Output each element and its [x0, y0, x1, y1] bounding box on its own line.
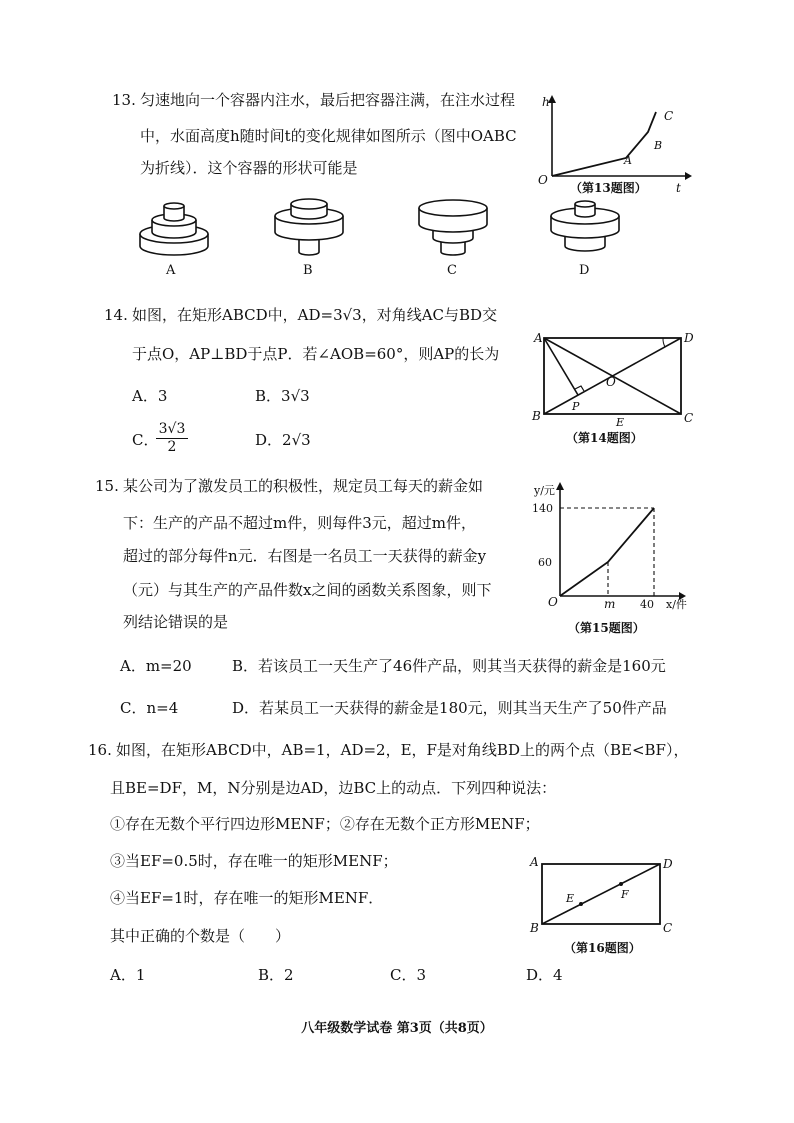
- q15-label-o: O: [548, 595, 558, 609]
- q13-label-t: t: [676, 181, 681, 195]
- q15-label-60: 60: [538, 556, 552, 569]
- q13-line2: 中，水面高度h随时间t的变化规律如图所示（图中OABC: [140, 127, 517, 145]
- q15-label-140: 140: [532, 502, 553, 515]
- q16-label-c: C: [663, 921, 673, 935]
- q16-option-a: A．1: [110, 966, 146, 984]
- q15-caption: （第15题图）: [568, 621, 645, 635]
- q13-option-d-figure: [546, 196, 626, 278]
- q14-figure: [528, 328, 700, 448]
- q15-label-y: y/元: [534, 484, 555, 497]
- q13-line1: 匀速地向一个容器内注水，最后把容器注满，在注水过程: [140, 91, 516, 109]
- q14-option-c-label: C．: [132, 431, 159, 449]
- q14-label-b: B: [532, 409, 541, 423]
- q13-figure: [528, 92, 698, 198]
- q13-option-c-figure: [414, 196, 494, 278]
- q14-line1: 如图，在矩形ABCD中，AD=3√3，对角线AC与BD交: [132, 306, 498, 324]
- q15-option-a: A．m=20: [120, 657, 192, 675]
- q15-line5: 列结论错误的是: [123, 613, 229, 631]
- q16-statement-3: ③当EF=0.5时，存在唯一的矩形MENF；: [110, 852, 398, 870]
- q15-label-x: x/件: [666, 598, 687, 611]
- q15-figure: [520, 472, 704, 638]
- q16-option-d: D．4: [526, 966, 563, 984]
- q16-number: 16.: [88, 741, 112, 759]
- q16-label-b: B: [530, 921, 539, 935]
- q15-option-b: B．若该员工一天生产了46件产品，则其当天获得的薪金是160元: [232, 657, 666, 675]
- q13-label-a: A: [624, 154, 632, 167]
- q14-option-b: B．3√3: [255, 387, 310, 405]
- q13-label-b: B: [654, 139, 663, 152]
- q15-line3: 超过的部分每件n元．右图是一名员工一天获得的薪金y: [123, 547, 487, 565]
- q14-label-p: P: [572, 400, 580, 413]
- q14-label-e: E: [616, 416, 625, 429]
- q16-statement-4: ④当EF=1时，存在唯一的矩形MENF．: [110, 889, 384, 907]
- q16-label-e: E: [566, 892, 575, 905]
- q14-option-d: D．2√3: [255, 431, 311, 449]
- q13-option-b-figure: [270, 196, 350, 278]
- q13-option-a-label: A: [166, 263, 176, 278]
- q15-option-c: C．n=4: [120, 699, 179, 717]
- q14-label-o: O: [606, 375, 616, 389]
- q13-graph-line: [552, 112, 656, 176]
- q15-line2: 下：生产的产品不超过m件，则每件3元，超过m件，: [123, 514, 476, 532]
- q14-option-c-numerator: 3√3: [156, 421, 188, 439]
- q16-caption: （第16题图）: [564, 941, 641, 955]
- q14-line2: 于点O，AP⊥BD于点P．若∠AOB=60°，则AP的长为: [132, 345, 500, 363]
- q15-number: 15.: [95, 477, 119, 495]
- q14-label-c: C: [684, 411, 694, 425]
- q15-line4: （元）与其生产的产品件数x之间的函数关系图象，则下: [123, 581, 492, 599]
- q13-line3: 为折线）．这个容器的形状可能是: [140, 159, 358, 177]
- q13-option-b-label: B: [303, 263, 313, 278]
- q15-graph-line: [560, 508, 654, 596]
- q16-label-f: F: [621, 888, 629, 901]
- q16-option-c: C．3: [390, 966, 427, 984]
- q14-option-a: A．3: [132, 387, 168, 405]
- q13-label-h: h: [542, 95, 550, 109]
- q14-number: 14.: [104, 306, 128, 324]
- q14-label-a: A: [534, 331, 543, 345]
- q16-statement-1-2: ①存在无数个平行四边形MENF；②存在无数个正方形MENF；: [110, 815, 540, 833]
- page-footer: 八年级数学试卷 第3页（共8页）: [301, 1021, 493, 1036]
- q14-label-d: D: [684, 331, 694, 345]
- q16-line1: 如图，在矩形ABCD中，AB=1，AD=2，E，F是对角线BD上的两个点（BE<BF），: [116, 741, 689, 759]
- q13-option-c-label: C: [447, 263, 457, 278]
- q13-number: 13.: [112, 91, 136, 109]
- q13-caption: （第13题图）: [570, 181, 647, 195]
- q14-option-c-denominator: 2: [167, 439, 177, 455]
- q13-option-d-label: D: [579, 263, 590, 278]
- q13-option-a-figure: [135, 196, 215, 278]
- q14-caption: （第14题图）: [566, 431, 643, 445]
- q15-line1: 某公司为了激发员工的积极性，规定员工每天的薪金如: [123, 477, 484, 495]
- q16-figure: [526, 850, 696, 962]
- q15-label-40: 40: [640, 598, 654, 611]
- q16-line2: 且BE=DF，M，N分别是边AD，边BC上的动点．下列四种说法：: [110, 779, 557, 797]
- q16-option-b: B．2: [258, 966, 294, 984]
- q14-option-c-fraction: [156, 421, 188, 456]
- q16-label-d: D: [663, 857, 673, 871]
- q16-question: 其中正确的个数是（ ）: [110, 927, 291, 945]
- q16-label-a: A: [530, 855, 539, 869]
- q13-label-c: C: [664, 109, 674, 123]
- q15-label-m: m: [604, 597, 616, 611]
- q15-option-d: D．若某员工一天获得的薪金是180元，则其当天生产了50件产品: [232, 699, 667, 717]
- q13-label-o: O: [538, 173, 548, 187]
